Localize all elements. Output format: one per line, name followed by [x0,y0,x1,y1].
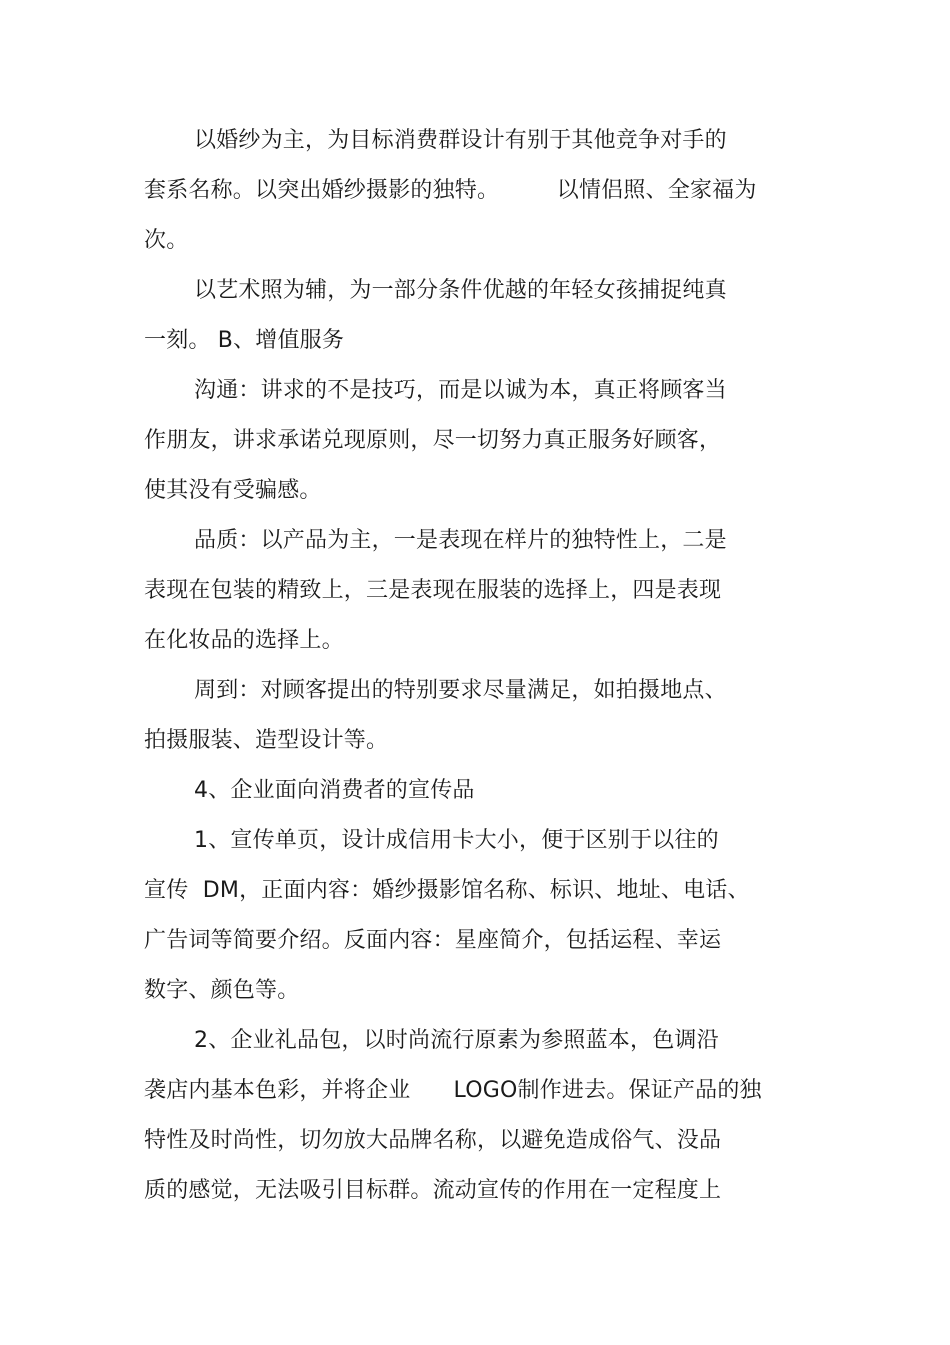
text-line: 2、企业礼品包，以时尚流行原素为参照蓝本，色调沿 [194,1028,719,1053]
text-line: 袭店内基本色彩，并将企业 LOGO制作进去。保证产品的独 [144,1078,762,1103]
text-line: 套系名称。以突出婚纱摄影的独特。 以情侣照、全家福为 [144,178,757,203]
section-heading: 4、企业面向消费者的宣传品 [194,778,475,803]
text-line: 次。 [144,228,189,253]
text-line: 周到：对顾客提出的特别要求尽量满足，如拍摄地点、 [194,678,727,703]
text-line: 广告词等简要介绍。反面内容：星座简介，包括运程、幸运 [144,928,722,953]
text-line: 质的感觉，无法吸引目标群。流动宣传的作用在一定程度上 [144,1178,722,1203]
text-line: 沟通：讲求的不是技巧，而是以诚为本，真正将顾客当 [194,378,727,403]
text-line: 特性及时尚性，切勿放大品牌名称，以避免造成俗气、没品 [144,1128,722,1153]
text-line: 数字、颜色等。 [144,978,300,1003]
text-line: 以婚纱为主，为目标消费群设计有别于其他竞争对手的 [194,128,727,153]
text-line: 以艺术照为辅，为一部分条件优越的年轻女孩捕捉纯真 [194,278,727,303]
text-line: 拍摄服装、造型设计等。 [144,728,389,753]
text-line: 使其没有受骗感。 [144,478,322,503]
text-line: 一刻。 B、增值服务 [144,328,345,353]
text-line: 在化妆品的选择上。 [144,628,344,653]
text-line: 品质：以产品为主，一是表现在样片的独特性上，二是 [194,528,727,553]
text-line: 作朋友，讲求承诺兑现原则，尽一切努力真正服务好顾客， [144,428,722,453]
text-line: 表现在包装的精致上，三是表现在服装的选择上，四是表现 [144,578,722,603]
text-line: 1、宣传单页，设计成信用卡大小，便于区别于以往的 [194,828,719,853]
text-line: 宣传 DM，正面内容：婚纱摄影馆名称、标识、地址、电话、 [144,878,750,903]
